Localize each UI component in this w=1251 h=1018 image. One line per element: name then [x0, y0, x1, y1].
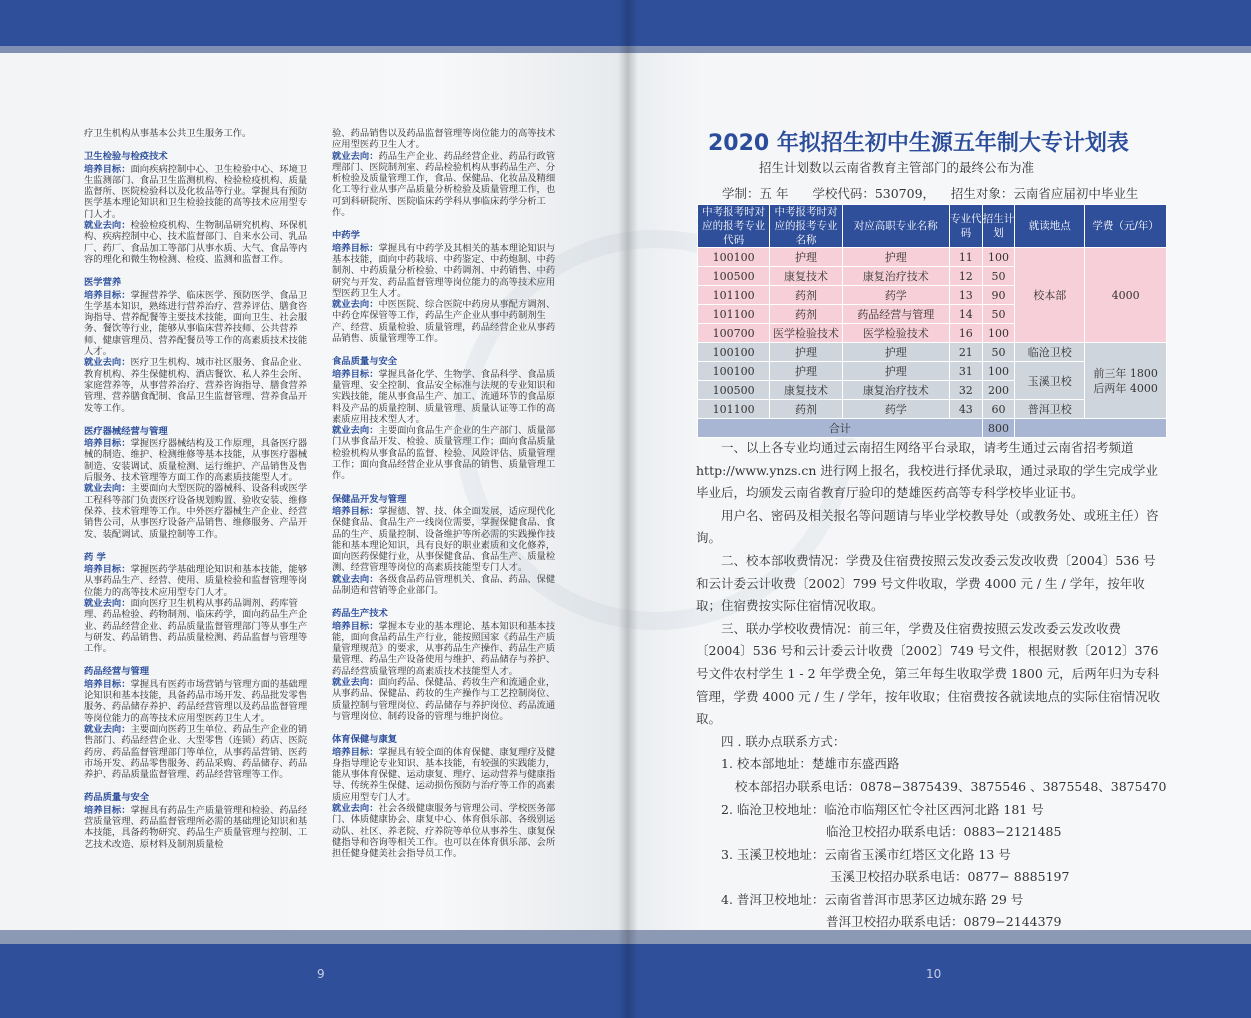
major-paragraph — [84, 564, 314, 598]
paragraph-label: 就业去向： — [84, 723, 131, 735]
paragraph-text: 药品生产企业、药品经营企业、药品行政管理部门、医院制剂室、药品检验机构从事药品生产、分析检验及质量管理工作，食品、保健品、化妆品及精细化工等行业从事产品质量分析检验及质量管理工作，也可到科研院所、医院临床药学科从事临床药学分析工作。 — [332, 150, 556, 219]
cell-plan: 50 — [982, 305, 1015, 324]
cell-plan: 100 — [982, 362, 1015, 381]
major-section — [84, 426, 314, 540]
cell-major: 药学 — [842, 286, 949, 305]
note-paragraph: 临沧卫校招办联系电话：0883−2121485 — [826, 824, 1062, 840]
header-location: 就读地点 — [1015, 205, 1085, 248]
major-title: 医学营养 — [84, 277, 122, 289]
paragraph-label: 培养目标： — [332, 746, 379, 758]
major-paragraph — [84, 220, 314, 265]
cell-plan: 90 — [982, 286, 1015, 305]
major-paragraph — [84, 598, 314, 654]
major-paragraph — [84, 357, 314, 413]
header-major-code: 专业代码 — [949, 205, 982, 248]
paragraph-text: 中医医院、综合医院中药房从事配方调剂、中药仓库保管等工作，药品生产企业从事中药制剂生产、经营、质量检验、质量管理，药品经营企业从事药品销售、质量管理等工作。 — [332, 299, 556, 345]
cell-plan: 50 — [982, 343, 1015, 362]
major-title: 中药学 — [332, 230, 360, 242]
paragraph-label: 培养目标： — [332, 368, 379, 380]
header-fee: 学费（元/年） — [1085, 205, 1167, 248]
paragraph-label: 培养目标： — [84, 564, 131, 576]
paragraph-text: 面向疾病控制中心、卫生检验中心、环境卫生监测部门、食品卫生监测机构、检验检疫机构、质量监督所、医院检验科以及化妆品等行业。掌握具有预防医学基本理论知识和卫生检验技能的高等技术应用型专门人才。 — [84, 163, 308, 220]
cell-location: 普洱卫校 — [1015, 400, 1085, 419]
major-section — [84, 552, 314, 655]
cell-major: 康复治疗技术 — [842, 267, 949, 286]
major-title: 药品生产技术 — [332, 608, 388, 620]
cell-plan: 50 — [982, 267, 1015, 286]
note-paragraph: 三、联办学校收费情况：前三年，学费及住宿费按照云发改委云发改收费〔2004〕536 号和云计委云计收费〔2002〕749 号文件，根据财教〔2012〕376 号文件农村学生 1 - 2 年学费全免，第三年每生收取学费 1800 元，后两年归为专科管理，学费 4000 元 / 生 / 学年，按年收取；住宿费按各就读地点的实际住宿情况收取。 — [696, 620, 1161, 727]
paragraph-label: 就业去向： — [84, 357, 131, 369]
cell-fee — [1085, 343, 1167, 419]
cell-exam-code: 100100 — [698, 343, 770, 362]
cell-exam-name: 护理 — [770, 248, 842, 267]
cell-exam-name: 护理 — [770, 343, 842, 362]
paragraph-text: 主要面向食品生产企业的生产部门、质量部门从事食品开发、检验、质量管理工作；面向食品质量检验机构从事食品的监督、检验、风险评估、质量管理工作；面向食品经营企业从事食品的销售、质量管理工作。 — [332, 425, 556, 482]
note-paragraph: 4. 普洱卫校地址：云南省普洱市思茅区边城东路 29 号 — [721, 891, 1024, 907]
paragraph-label: 就业去向： — [332, 150, 379, 162]
major-title: 药品经营与管理 — [84, 666, 150, 678]
paragraph-text: 掌握营养学、临床医学、预防医学、食品卫生学基本知识，熟练进行营养治疗、营养评估、膳食咨询指导、营养配餐等主要技术技能，面向卫生、社会服务、餐饮等行业，能够从事临床营养技师、公共营养师、健康管理员、营养配餐员等工作的高素质技术技能人才。 — [84, 289, 308, 358]
cell-exam-code: 101100 — [698, 400, 770, 419]
cell-exam-name: 药剂 — [770, 400, 842, 419]
paragraph-text: 各级食品药品管理机关、食品、药品、保健品制造和营销等企业部门。 — [332, 573, 556, 596]
major-paragraph — [332, 677, 562, 722]
table-total-row — [698, 419, 1167, 438]
major-title: 医疗器械经营与管理 — [84, 425, 168, 437]
paragraph-text: 面向药品、保健品、药妆生产和流通企业，从事药品、保健品、药妆的生产操作与工艺控制岗位、质量控制与管理岗位、药品储存与养护岗位、药品流通与管理岗位、制药设备的管理与维护岗位。 — [332, 677, 556, 722]
note-paragraph: 用户名、密码及相关报名等问题请与毕业学校教导处（或教务处、或班主任）咨询。 — [696, 507, 1159, 546]
paragraph-text: 疗卫生机构从事基本公共卫生服务工作。 — [84, 128, 252, 139]
major-paragraph — [84, 483, 314, 539]
cell-major-code: 14 — [949, 305, 982, 324]
paragraph-text: 检验检疫机构、生物制品研究机构、环保机构、疾病控制中心、技术监督部门、自来水公司、乳品厂、药厂、食品加工等部门从事水质、大气、食品等内容的理化和微生物检测、检疫、监测和监督工作。 — [84, 220, 308, 265]
note-paragraph: 玉溪卫校招办联系电话：0877− 8885197 — [830, 869, 1070, 885]
major-title: 保健品开发与管理 — [332, 493, 407, 505]
cell-fee: 4000 — [1085, 248, 1167, 343]
cell-major: 药品经营与管理 — [842, 305, 949, 324]
paragraph-label: 培养目标： — [84, 678, 131, 690]
table-row — [698, 343, 1167, 362]
paragraph-text: 掌握具有医药市场营销与管理方面的基础理论知识和基本技能，具备药品市场开发、药品批发零售服务、药品储存养护、药品经营管理以及药品监督管理等岗位能力的高等技术应用型医药卫生人才。 — [84, 678, 308, 724]
note-paragraph: 3. 玉溪卫校地址：云南省玉溪市红塔区文化路 13 号 — [721, 846, 1011, 862]
cell-exam-code: 100500 — [698, 267, 770, 286]
cell-major: 护理 — [842, 248, 949, 267]
top-band — [0, 0, 628, 46]
major-section — [84, 151, 314, 265]
header-exam-name: 中考报考时对应的报考专业名称 — [770, 205, 842, 248]
paragraph-label: 就业去向： — [84, 220, 131, 232]
cell-exam-name: 药剂 — [770, 305, 842, 324]
paragraph-label: 培养目标： — [84, 438, 131, 450]
major-title: 体育保健与康复 — [332, 734, 398, 746]
page-number-left: 9 — [317, 967, 325, 981]
paragraph-label: 培养目标： — [84, 804, 131, 816]
major-paragraph — [84, 128, 314, 139]
note-paragraph: 校本部招办联系电话：0878−3875439、3875546 、3875548、3875470 — [735, 778, 1167, 794]
cell-plan: 100 — [982, 248, 1015, 267]
paragraph-text: 掌握具有中药学及其相关的基本理论知识与基本技能，面向中药栽培、中药鉴定、中药炮制、中药制剂、中药质量分析检验、中药调剂、中药销售、中药研究与开发、药品监督管理等岗位能力的高等技术应用型医药卫生人才。 — [332, 242, 556, 299]
cell-major: 药学 — [842, 400, 949, 419]
major-section — [84, 277, 314, 414]
cell-exam-code: 101100 — [698, 286, 770, 305]
cell-exam-code: 100100 — [698, 362, 770, 381]
cell-major: 护理 — [842, 343, 949, 362]
major-title: 食品质量与安全 — [332, 356, 398, 368]
paragraph-text: 掌握具有药品生产质量管理和检验、药品经营质量管理、药品监督管理所必需的基础理论知识和基本技能，具备药物研究、药品生产质量管理与控制、工艺技术改造、原材料及制剂质量检 — [84, 804, 308, 850]
table-header-row — [698, 205, 1167, 248]
paragraph-label: 就业去向： — [332, 573, 379, 585]
paragraph-text: 主要面向医药卫生单位、药品生产企业的销售部门、药品经营企业、大型零售（连锁）药店、医院药房、药品监督管理部门等单位，从事药品营销、医药市场开发、药品零售服务、药品采购、药品储存、药品养护、药品质量监督管理、药品经营管理等工作。 — [84, 723, 308, 781]
cell-exam-name: 医学检验技术 — [770, 324, 842, 343]
paragraph-label: 就业去向： — [332, 803, 379, 815]
bottom-band — [0, 944, 628, 1018]
table-row — [698, 248, 1167, 267]
note-paragraph: 1. 校本部地址：楚雄市东盛西路 — [721, 756, 900, 772]
cell-location: 临沧卫校 — [1015, 343, 1085, 362]
major-section — [84, 666, 314, 780]
paragraph-text: 主要面向大型医院的器械科、设备科或医学工程科等部门负责医疗设备规划购置、验收安装、维修保养、技术管理等工作。中外医疗器械生产企业、经营销售公司，从事医疗设备产品销售、维修服务、产品开发、装配调试、质量控制等工作。 — [84, 483, 308, 540]
cell-exam-code: 100500 — [698, 381, 770, 400]
bottom-band-stripe — [0, 930, 628, 944]
fee-line: 前三年 1800 — [1093, 366, 1158, 380]
cell-major: 康复治疗技术 — [842, 381, 949, 400]
major-title: 药 学 — [84, 551, 106, 563]
top-band-stripe — [0, 46, 628, 53]
major-title: 药品质量与安全 — [84, 792, 150, 804]
header-major-name: 对应高职专业名称 — [842, 205, 949, 248]
total-empty — [1015, 419, 1167, 438]
cell-plan: 60 — [982, 400, 1015, 419]
cell-location: 校本部 — [1015, 248, 1085, 343]
paragraph-text: 验、药品销售以及药品监督管理等岗位能力的高等技术应用型医药卫生人才。 — [332, 128, 556, 151]
cell-plan: 100 — [982, 324, 1015, 343]
total-value: 800 — [982, 419, 1015, 438]
cell-exam-name: 药剂 — [770, 286, 842, 305]
left-column-1 — [84, 128, 314, 850]
total-label: 合计 — [698, 419, 983, 438]
note-paragraph: 四 . 联办点联系方式： — [721, 733, 846, 749]
paragraph-text: 掌握本专业的基本理论、基本知识和基本技能，面向食品药品生产行业，能按照国家《药品生产质量管理规范》的要求，从事药品生产操作、药品生产质量管理、药品生产设备使用与维护、药品储存与养护、药品经营质量管理的高素质技术技能型人才。 — [332, 620, 556, 677]
major-paragraph — [332, 747, 562, 803]
page-subtitle: 招生计划数以云南省教育主管部门的最终公布为准 — [759, 160, 1035, 175]
page-title: 2020 年拟招生初中生源五年制大专计划表 — [708, 131, 1129, 156]
paragraph-text: 掌握德、智、技、体全面发展，适应现代化保健食品、食品生产一线岗位需要，掌握保健食品、食品的生产、质量控制、设备维护等所必需的实践操作技能和基本理论知识，具有良好的职业素质和文化修养，面向医药保健行业，从事保健食品、食品生产、质量检测、经营管理等岗位的高素质技能型专门人才。 — [332, 505, 556, 574]
major-paragraph — [84, 679, 314, 724]
note-paragraph: 普洱卫校招办联系电话：0879−2144379 — [826, 914, 1062, 930]
paragraph-label: 培养目标： — [332, 620, 379, 632]
cell-major-code: 11 — [949, 248, 982, 267]
major-paragraph — [332, 803, 562, 859]
cell-major: 护理 — [842, 362, 949, 381]
major-paragraph — [84, 438, 314, 483]
paragraph-label: 就业去向： — [332, 299, 379, 311]
major-section — [84, 792, 314, 849]
paragraph-text: 掌握具有较全面的体育保健、康复理疗及健身指导理论专业知识、基本技能，有较强的实践能力，能从事体育保健、运动康复、理疗、运动营养与健康指导、传统养生保健、运动损伤预防与治疗等工作的高素质应用型专门人才。 — [332, 746, 556, 803]
cell-exam-code: 100700 — [698, 324, 770, 343]
major-paragraph — [84, 290, 314, 358]
cell-major-code: 13 — [949, 286, 982, 305]
paragraph-label: 就业去向： — [84, 483, 131, 495]
cell-major-code: 16 — [949, 324, 982, 343]
major-paragraph — [84, 805, 314, 850]
cell-exam-name: 康复技术 — [770, 381, 842, 400]
major-title: 卫生检验与检疫技术 — [84, 151, 168, 163]
paragraph-label: 就业去向： — [84, 597, 131, 609]
paragraph-text: 掌握医药学基础理论知识和基本技能，能够从事药品生产、经营、使用、质量检验和监督管理等岗位能力的高等技术应用型专门人才。 — [84, 564, 308, 598]
notes-body — [696, 437, 1168, 934]
major-paragraph — [332, 151, 562, 219]
cell-location: 玉溪卫校 — [1015, 362, 1085, 400]
top-band-stripe — [628, 46, 1251, 53]
paragraph-text: 掌握具备化学、生物学、食品科学、食品质量管理、安全控制、食品安全标准与法规的专业知识和实践技能，能从事食品生产、加工、流通环节的食品原料及产品的质量控制、质量管理、质量认证等工作的高素质应用技术型人才。 — [332, 368, 556, 425]
major-section — [332, 128, 562, 218]
paragraph-label: 培养目标： — [84, 163, 131, 175]
paragraph-text: 社会各级健康服务与管理公司、学校医务部门、体质健康协会、康复中心、体育俱乐部、各级别运动队、社区、养老院、疗养院等单位从事养生、康复保健指导和咨询等相关工作。也可以在体育俱乐部、会所担任健身健美社会指导员工作。 — [332, 803, 556, 860]
major-paragraph — [84, 164, 314, 220]
major-paragraph — [84, 724, 314, 780]
bottom-band — [628, 944, 1251, 1018]
paragraph-text: 面向医疗卫生机构从事药品调剂、药库管理、药品检验、药物制剂、临床药学，面向药品生产企业、药品经营企业、药品质量监督管理部门等从事生产与研发、药品销售、药品质量检测、药品监督与管理等工作。 — [84, 597, 308, 655]
cell-major: 医学检验技术 — [842, 324, 949, 343]
paragraph-text: 医疗卫生机构、城市社区服务、食品企业、教育机构、养生保健机构、酒店餐饮、私人养生会所、家庭营养等，从事营养治疗、营养咨询指导、膳食营养管理、营养膳食配制、食品卫生监督管理、营养食品开发等工作。 — [84, 357, 308, 414]
paragraph-label: 培养目标： — [84, 289, 131, 301]
header-exam-code: 中考报考时对应的报考专业代码 — [698, 205, 770, 248]
cell-exam-name: 康复技术 — [770, 267, 842, 286]
cell-exam-name: 护理 — [770, 362, 842, 381]
paragraph-label: 培养目标： — [332, 505, 379, 517]
paragraph-label: 就业去向： — [332, 425, 379, 437]
paragraph-label: 就业去向： — [332, 677, 379, 689]
cell-exam-code: 101100 — [698, 305, 770, 324]
paragraph-label: 培养目标： — [332, 242, 379, 254]
major-section — [84, 128, 314, 139]
cell-plan: 200 — [982, 381, 1015, 400]
header-plan: 招生计划 — [982, 205, 1015, 248]
cell-major-code: 21 — [949, 343, 982, 362]
plan-meta: 学制：五 年 学校代码：530709， 招生对象：云南省应届初中毕业生 — [722, 186, 1139, 201]
paragraph-text: 掌握医疗器械结构及工作原理，具备医疗器械的制造、维护、检测维修等基本技能，从事医疗器械制造、安装调试、质量检测、运行维护、产品销售及售后服务、技术管理等方面工作的高素质技能型人才。 — [84, 438, 308, 484]
major-paragraph — [332, 128, 562, 151]
note-paragraph: 一、以上各专业均通过云南招生网络平台录取，请考生通过云南省招考频道 http://www.ynzs.cn 进行网上报名，我校进行择优录取，通过录取的学生完成学业毕业后，均颁发云南省教育厅验印的楚雄医药高等专科学校毕业证书。 — [696, 440, 1158, 501]
enrollment-plan-table — [697, 204, 1167, 438]
note-paragraph: 二、校本部收费情况：学费及住宿费按照云发改委云发改收费〔2004〕536 号和云计委云计收费〔2002〕799 号文件收取，学费 4000 元 / 生 / 学年，按年收取；住宿费按实际住宿情况收取。 — [696, 552, 1156, 614]
fee-line: 后两年 4000 — [1093, 381, 1158, 395]
cell-major-code: 12 — [949, 267, 982, 286]
cell-major-code: 32 — [949, 381, 982, 400]
cell-exam-code: 100100 — [698, 248, 770, 267]
page-number-right: 10 — [926, 967, 942, 981]
cell-major-code: 31 — [949, 362, 982, 381]
major-section — [332, 608, 562, 722]
cell-major-code: 43 — [949, 400, 982, 419]
top-band — [628, 0, 1251, 46]
major-section — [332, 734, 562, 859]
note-paragraph: 2. 临沧卫校地址：临沧市临翔区忙令社区西河北路 181 号 — [721, 801, 1044, 817]
major-paragraph — [332, 621, 562, 677]
